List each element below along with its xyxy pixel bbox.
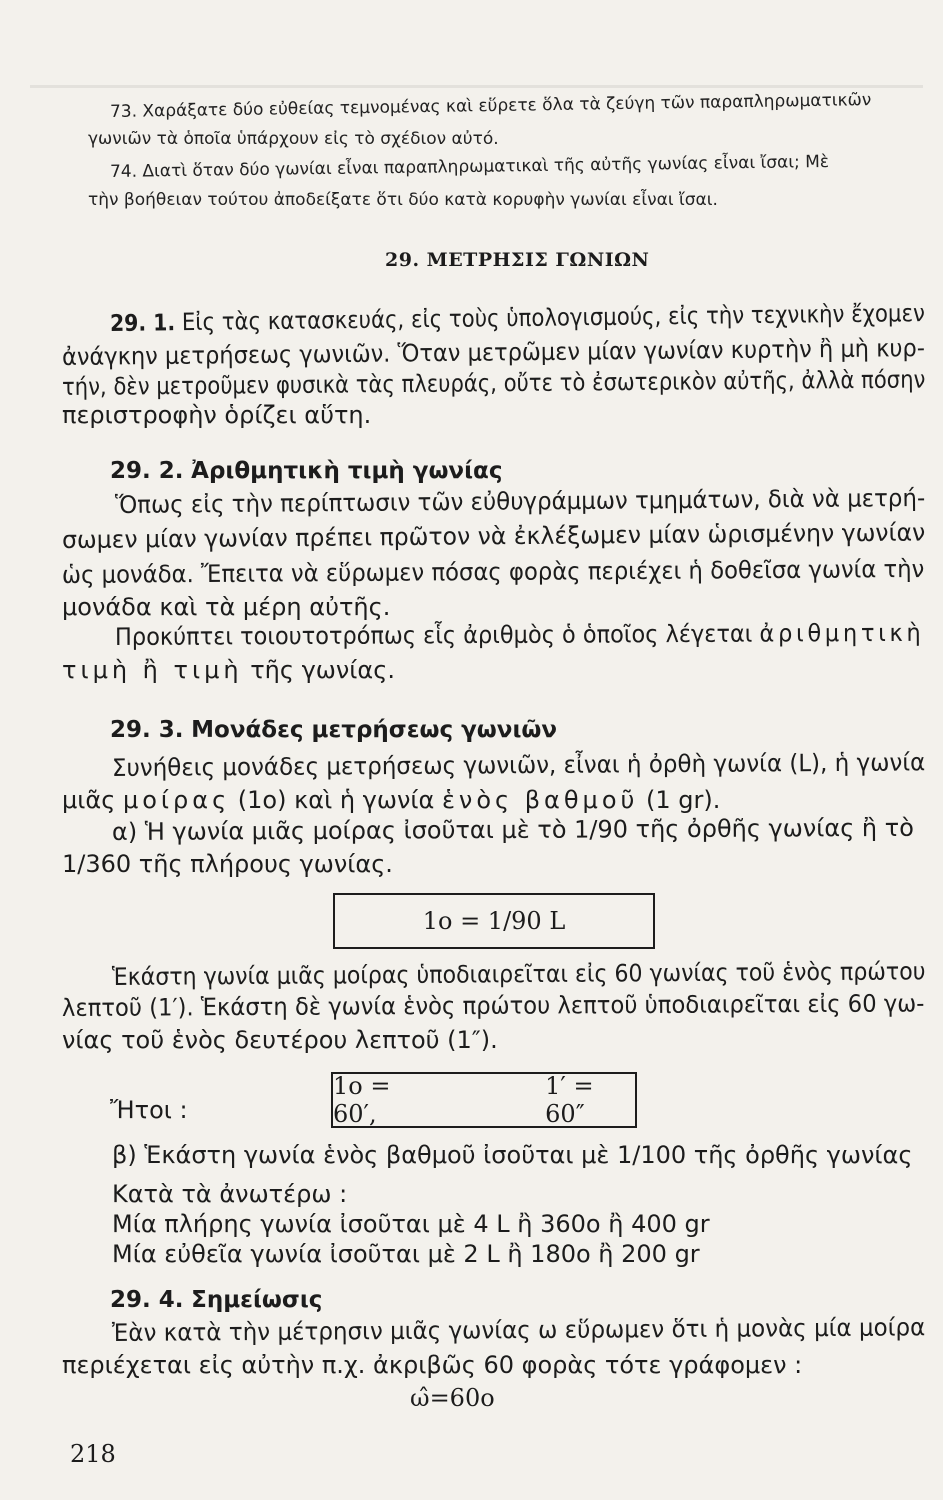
s3-line2-c: (1ο) καὶ ἡ γωνία bbox=[237, 786, 435, 814]
section-29-3-line-9: Κατὰ τὰ ἀνωτέρω : bbox=[112, 1180, 348, 1208]
s3-line2-a: μιᾶς bbox=[62, 786, 116, 814]
section-29-3-heading-line bbox=[110, 714, 557, 745]
s3-line2-e: (1 gr). bbox=[646, 786, 721, 814]
section-29-4-line-2: περιέχεται εἰς αὐτὴν π.χ. ἀκριβῶς 60 φορὰς τότε γράφομεν : bbox=[62, 1351, 803, 1379]
chapter-title: 29. ΜΕΤΡΗΣΙΣ ΓΩΝΙΩΝ bbox=[385, 249, 650, 271]
section-29-1-number: 29. 1. bbox=[109, 310, 176, 337]
term-grad: ἑνὸς βαθμοῦ bbox=[441, 786, 639, 814]
section-29-3-line-11: Μία εὐθεῖα γωνία ἰσοῦται μὲ 2 L ἢ 180ο ἢ 200 gr bbox=[112, 1240, 700, 1268]
section-29-3-line-3: α) Ἡ γωνία μιᾶς μοίρας ἰσοῦται μὲ τὸ 1/90 τῆς ὀρθῆς γωνίας ἢ τὸ bbox=[111, 813, 914, 846]
section-29-4-line-1: Ἐὰν κατὰ τὴν μέτρησιν μιᾶς γωνίας ω εὕρωμεν ὅτι ἡ μονὰς μία μοίρα bbox=[111, 1313, 926, 1347]
section-29-3-line-4: 1/360 τῆς πλήρους γωνίας. bbox=[62, 850, 393, 878]
formula-seconds: 1′ = 60″ bbox=[545, 1072, 594, 1128]
section-29-1-text: Εἰς τὰς κατασκευάς, εἰς τοὺς ὑπολογισμούς, εἰς τὴν τεχνικὴν ἔχομεν bbox=[181, 299, 926, 337]
formula-degree: 1ο = 1/90 L bbox=[422, 907, 566, 935]
section-29-3-heading: Μονάδες μετρήσεως γωνιῶν bbox=[191, 717, 558, 743]
section-29-1-line-3: τήν, δὲν μετροῦμεν φυσικὰ τὰς πλευράς, οὔτε τὸ ἐσωτερικὸν αὐτῆς, ἀλλὰ πόσην bbox=[61, 365, 926, 401]
section-29-3-line-5: Ἑκάστη γωνία μιᾶς μοίρας ὑποδιαιρεῖται εἰς 60 γωνίας τοῦ ἑνὸς πρώτου bbox=[111, 957, 926, 991]
section-29-4-number: 29. 4. bbox=[110, 1287, 184, 1313]
section-29-3-line-7: νίας τοῦ ἑνὸς δευτέρου λεπτοῦ (1″). bbox=[62, 1026, 498, 1054]
htoi-label: Ἤτοι : bbox=[110, 1096, 188, 1124]
term-arithmetic: ἀριθμητικὴ bbox=[759, 618, 925, 648]
section-29-3-line-6: λεπτοῦ (1′). Ἑκάστη δὲ γωνία ἑνὸς πρώτου λεπτοῦ ὑποδιαιρεῖται εἰς 60 γω- bbox=[61, 989, 925, 1022]
formula-omega: ω̂=60ο bbox=[410, 1384, 495, 1412]
page-number: 218 bbox=[70, 1440, 116, 1468]
section-29-2-line-1: Ὅπως εἰς τὴν περίπτωσιν τῶν εὐθυγράμμων τμημάτων, διὰ νὰ μετρή- bbox=[114, 483, 926, 519]
formula-box-minutes bbox=[331, 1072, 637, 1128]
section-29-2-line-5 bbox=[115, 618, 925, 652]
section-29-2-line-5-text: Προκύπτει τοιουτοτρόπως εἷς ἀριθμὸς ὁ ὁποῖος λέγεται bbox=[114, 619, 753, 651]
exercise-74-line-2: τὴν βοήθειαν τούτου ἀποδείξατε ὅτι δύο κατὰ κορυφὴν γωνίαι εἶναι ἴσαι. bbox=[88, 190, 718, 210]
exercise-74-line-1: 74. Διατὶ ὅταν δύο γωνίαι εἶναι παραπληρωματικαὶ τῆς αὐτῆς γωνίας εἶναι ἴσαι; Μὲ bbox=[109, 151, 830, 182]
section-29-4-heading: Σημείωσις bbox=[191, 1287, 323, 1313]
formula-minutes: 1ο = 60′, bbox=[333, 1072, 391, 1128]
section-29-3-line-8: β) Ἑκάστη γωνία ἑνὸς βαθμοῦ ἰσοῦται μὲ 1/100 τῆς ὀρθῆς γωνίας bbox=[112, 1141, 913, 1169]
section-29-2-line-6-text: τῆς γωνίας. bbox=[250, 656, 395, 684]
section-29-2-heading-line bbox=[110, 455, 503, 486]
exercise-73-line-2: γωνιῶν τὰ ὁποῖα ὑπάρχουν εἰς τὸ σχέδιον αὐτό. bbox=[88, 129, 499, 149]
section-29-3-line-2 bbox=[62, 785, 720, 815]
section-29-2-line-4: μονάδα καὶ τὰ μέρη αὐτῆς. bbox=[62, 593, 391, 621]
term-degree: μοίρας bbox=[122, 786, 231, 814]
section-29-4-heading-line bbox=[110, 1284, 322, 1315]
section-29-3-line-1: Συνήθεις μονάδες μετρήσεως γωνιῶν, εἶναι ἡ ὀρθὴ γωνία (L), ἡ γωνία bbox=[111, 748, 926, 782]
section-29-3-number: 29. 3. bbox=[110, 717, 184, 743]
section-29-2-line-2: σωμεν μίαν γωνίαν πρέπει πρῶτον νὰ ἐκλέξωμεν μίαν ὡρισμένην γωνίαν bbox=[61, 518, 926, 554]
formula-box-degree bbox=[333, 893, 655, 949]
section-29-3-line-10: Μία πλήρης γωνία ἰσοῦται μὲ 4 L ἢ 360ο ἢ 400 gr bbox=[112, 1210, 710, 1238]
section-29-2-line-6 bbox=[62, 655, 395, 685]
section-29-1-line-4: περιστροφὴν ὁρίζει αὕτη. bbox=[62, 401, 372, 429]
section-29-2-line-3: ὡς μονάδα. Ἔπειτα νὰ εὕρωμεν πόσας φορὰς περιέχει ἡ δοθεῖσα γωνία τὴν bbox=[61, 554, 925, 589]
section-29-2-heading: Ἀριθμητικὴ τιμὴ γωνίας bbox=[191, 458, 503, 484]
section-29-2-number: 29. 2. bbox=[110, 458, 184, 484]
section-29-1-line-2: ἀνάγκην μετρήσεως γωνιῶν. Ὅταν μετρῶμεν μίαν γωνίαν κυρτὴν ἢ μὴ κυρ- bbox=[61, 333, 926, 371]
term-value: τιμὴ ἢ τιμὴ bbox=[62, 656, 243, 684]
exercise-73-line-1: 73. Χαράξατε δύο εὐθείας τεμνομένας καὶ εὕρετε ὅλα τὰ ζεύγη τῶν παραπληρωματικῶν bbox=[109, 90, 872, 122]
section-29-1-line-1 bbox=[110, 298, 925, 339]
